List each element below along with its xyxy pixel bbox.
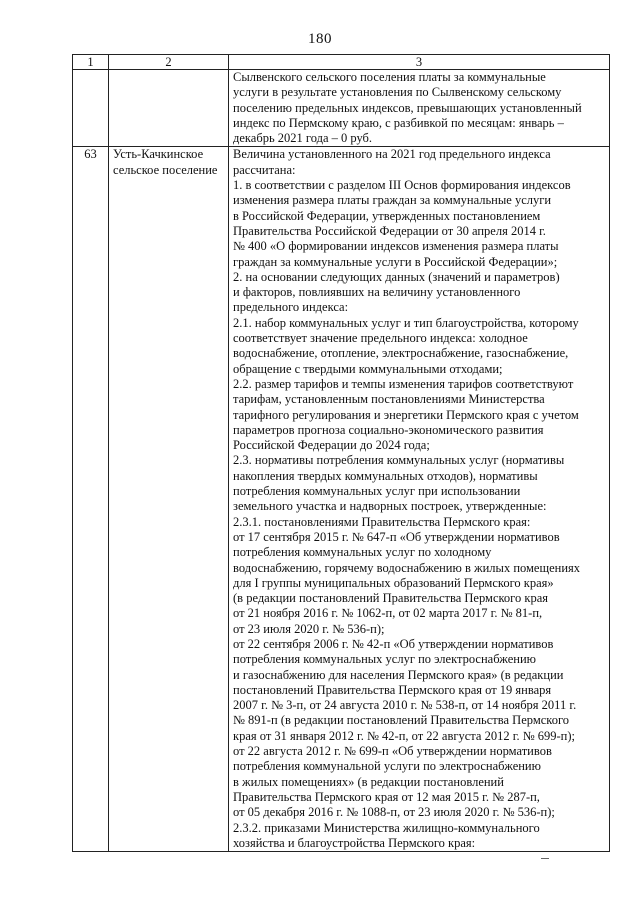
text-line: накопления твердых коммунальных отходов), нормативы	[233, 468, 538, 483]
text-line: поселению предельных индексов, превышающих установленный	[233, 100, 582, 115]
text-line: для I группы муниципальных образований Пермского края»	[233, 575, 554, 590]
text-line: 2.2. размер тарифов и темпы изменения тарифов соответствуют	[233, 376, 574, 391]
text-line: водоснабжению, горячему водоснабжению в жилых помещениях	[233, 560, 581, 575]
text-line: Величина установленного на 2021 год предельного индекса	[233, 147, 551, 162]
text-line: 2.3.1. постановлениями Правительства Пермского края:	[233, 514, 531, 529]
text-line: от 05 декабря 2016 г. № 1088-п, от 23 июля 2020 г. № 536-п);	[233, 805, 555, 820]
municipality-cell	[109, 70, 229, 147]
text-line: тарифного регулирования и энергетики Пермского края с учетом	[233, 407, 579, 422]
text-line: и газоснабжению для населения Пермского края» (в редакции	[233, 667, 564, 682]
text-line: Правительства Российской Федерации от 30 апреля 2014 г.	[233, 223, 546, 238]
text-line: постановлений Правительства Пермского края от 19 января	[233, 682, 552, 697]
table-header-row	[73, 55, 610, 70]
text-line: Усть-Качкинское	[113, 147, 204, 162]
text-line: в Российской Федерации, утвержденных постановлением	[233, 208, 541, 223]
header-col-3: 3	[229, 55, 610, 70]
table-row-continuation	[73, 70, 610, 147]
text-line: 2.3.2. приказами Министерства жилищно-коммунального	[233, 820, 540, 835]
text-line: водоснабжение, отопление, электроснабжение, газоснабжение,	[233, 346, 569, 361]
text-line: 2. на основании следующих данных (значений и параметров)	[233, 269, 560, 284]
text-line: от 17 сентября 2015 г. № 647-п «Об утверждении нормативов	[233, 529, 560, 544]
text-line: потребления коммунальной услуги по электроснабжению	[233, 759, 541, 774]
text-line: № 400 «О формировании индексов изменения размера платы	[233, 239, 559, 254]
text-line: земельного участка и надворных построек, утвержденные:	[233, 499, 547, 514]
text-line: потребления коммунальных услуг при использовании	[233, 484, 521, 499]
document-table	[72, 54, 610, 852]
text-line: Российской Федерации до 2024 года;	[233, 438, 430, 453]
text-line: (в редакции постановлений Правительства Пермского края	[233, 591, 548, 606]
text-line: хозяйства и благоустройства Пермского края:	[233, 835, 476, 850]
text-line: от 23 июля 2020 г. № 536-п);	[233, 621, 385, 636]
text-line: от 21 ноября 2016 г. № 1062-п, от 02 марта 2017 г. № 81-п,	[233, 606, 543, 621]
text-line: сельское поселение	[113, 162, 218, 177]
text-line: соответствует значение предельного индекса: холодное	[233, 331, 528, 346]
text-line: потребления коммунальных услуг по электроснабжению	[233, 652, 536, 667]
text-line: декабрь 2021 года – 0 руб.	[233, 131, 373, 146]
table-row-63	[73, 147, 610, 852]
text-line: параметров прогноза социально-экономического развития	[233, 422, 544, 437]
text-line: от 22 августа 2012 г. № 699-п «Об утверждении нормативов	[233, 744, 552, 759]
text-line: Сылвенского сельского поселения платы за коммунальные	[233, 70, 546, 84]
text-line: предельного индекса:	[233, 300, 349, 315]
row-number-cell	[73, 70, 109, 147]
text-line: изменения размера платы граждан за коммунальные услуги	[233, 193, 552, 208]
text-line: в жилых помещениях» (в редакции постановлений	[233, 774, 504, 789]
text-line: потребления коммунальных услуг по холодному	[233, 545, 492, 560]
text-line: 2007 г. № 3-п, от 24 августа 2010 г. № 538-п, от 14 ноября 2011 г.	[233, 698, 577, 713]
text-line: 2.3. нормативы потребления коммунальных услуг (нормативы	[233, 453, 565, 468]
header-col-2: 2	[109, 55, 229, 70]
scan-mark	[541, 858, 549, 859]
text-line: 1. в соответствии с разделом III Основ формирования индексов	[233, 178, 571, 193]
text-line: от 22 сентября 2006 г. № 42-п «Об утверждении нормативов	[233, 636, 554, 651]
header-col-1: 1	[73, 55, 109, 70]
municipality-lines	[113, 147, 224, 178]
row-number-cell: 63	[73, 147, 109, 852]
text-line: граждан за коммунальные услуги в Российской Федерации»;	[233, 254, 558, 269]
text-line: № 891-п (в редакции постановлений Правительства Пермского	[233, 713, 570, 728]
description-cell	[229, 70, 610, 147]
description-lines	[233, 70, 605, 146]
description-lines	[233, 147, 605, 851]
text-line: обращение с твердыми коммунальными отходами;	[233, 361, 503, 376]
text-line: края от 31 января 2012 г. № 42-п, от 22 августа 2012 г. № 699-п);	[233, 728, 575, 743]
page-number: 180	[308, 31, 332, 47]
text-line: рассчитана:	[233, 162, 296, 177]
text-line: тарифам, установленным постановлениями Министерства	[233, 392, 545, 407]
text-line: индекс по Пермскому краю, с разбивкой по месяцам: январь –	[233, 115, 564, 130]
municipality-cell	[109, 147, 229, 852]
text-line: и факторов, повлиявших на величину установленного	[233, 285, 521, 300]
text-line: услуги в результате установления по Сылвенскому сельскому	[233, 85, 562, 100]
description-cell	[229, 147, 610, 852]
text-line: 2.1. набор коммунальных услуг и тип благоустройства, которому	[233, 315, 579, 330]
text-line: Правительства Пермского края от 12 мая 2015 г. № 287-п,	[233, 789, 540, 804]
